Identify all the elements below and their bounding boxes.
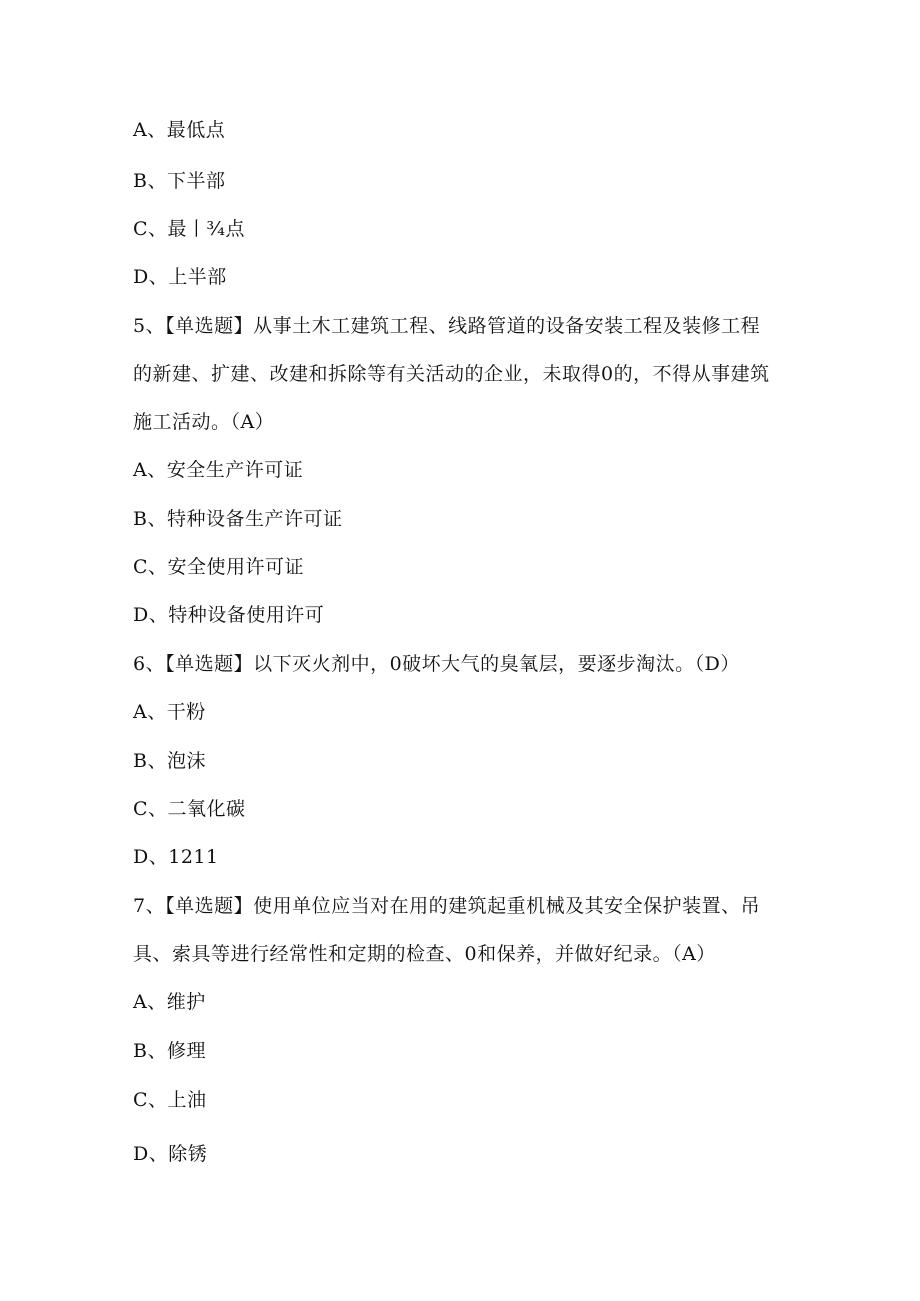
q7-question-line-1: 7、【单选题】使用单位应当对在用的建筑起重机械及其安全保护装置、吊: [133, 895, 761, 917]
q6-question-line-1: 6、【单选题】以下灭火剂中，0破坏大气的臭氧层，要逐步淘汰。（D）: [133, 653, 740, 675]
q5-option-c: C、安全使用许可证: [133, 556, 305, 578]
q5-question-line-1: 5、【单选题】从事土木工建筑工程、线路管道的设备安装工程及装修工程: [133, 315, 761, 337]
q7-option-a: A、维护: [133, 991, 206, 1013]
q4-option-d: D、上半部: [133, 266, 227, 288]
q4-option-a: A、最低点: [133, 119, 226, 141]
q7-option-d: D、除锈: [133, 1143, 208, 1165]
q4-option-c: C、最丨¾点: [133, 218, 245, 240]
q7-option-c: C、上油: [133, 1089, 207, 1111]
q6-option-a: A、干粉: [133, 701, 206, 723]
q6-option-b: B、泡沫: [133, 750, 206, 772]
q5-question-line-2: 的新建、扩建、改建和拆除等有关活动的企业，未取得0的，不得从事建筑: [133, 363, 770, 385]
q5-option-d: D、特种设备使用许可: [133, 604, 325, 626]
q6-option-c: C、二氧化碳: [133, 798, 246, 820]
q5-option-a: A、安全生产许可证: [133, 459, 304, 481]
q4-option-b: B、下半部: [133, 170, 226, 192]
q7-question-line-2: 具、索具等进行经常性和定期的检查、0和保养，并做好纪录。（A）: [133, 943, 716, 965]
q7-option-b: B、修理: [133, 1040, 206, 1062]
q5-question-line-3: 施工活动。（A）: [133, 411, 275, 433]
q5-option-b: B、特种设备生产许可证: [133, 508, 343, 530]
q6-option-d: D、1211: [133, 846, 219, 868]
